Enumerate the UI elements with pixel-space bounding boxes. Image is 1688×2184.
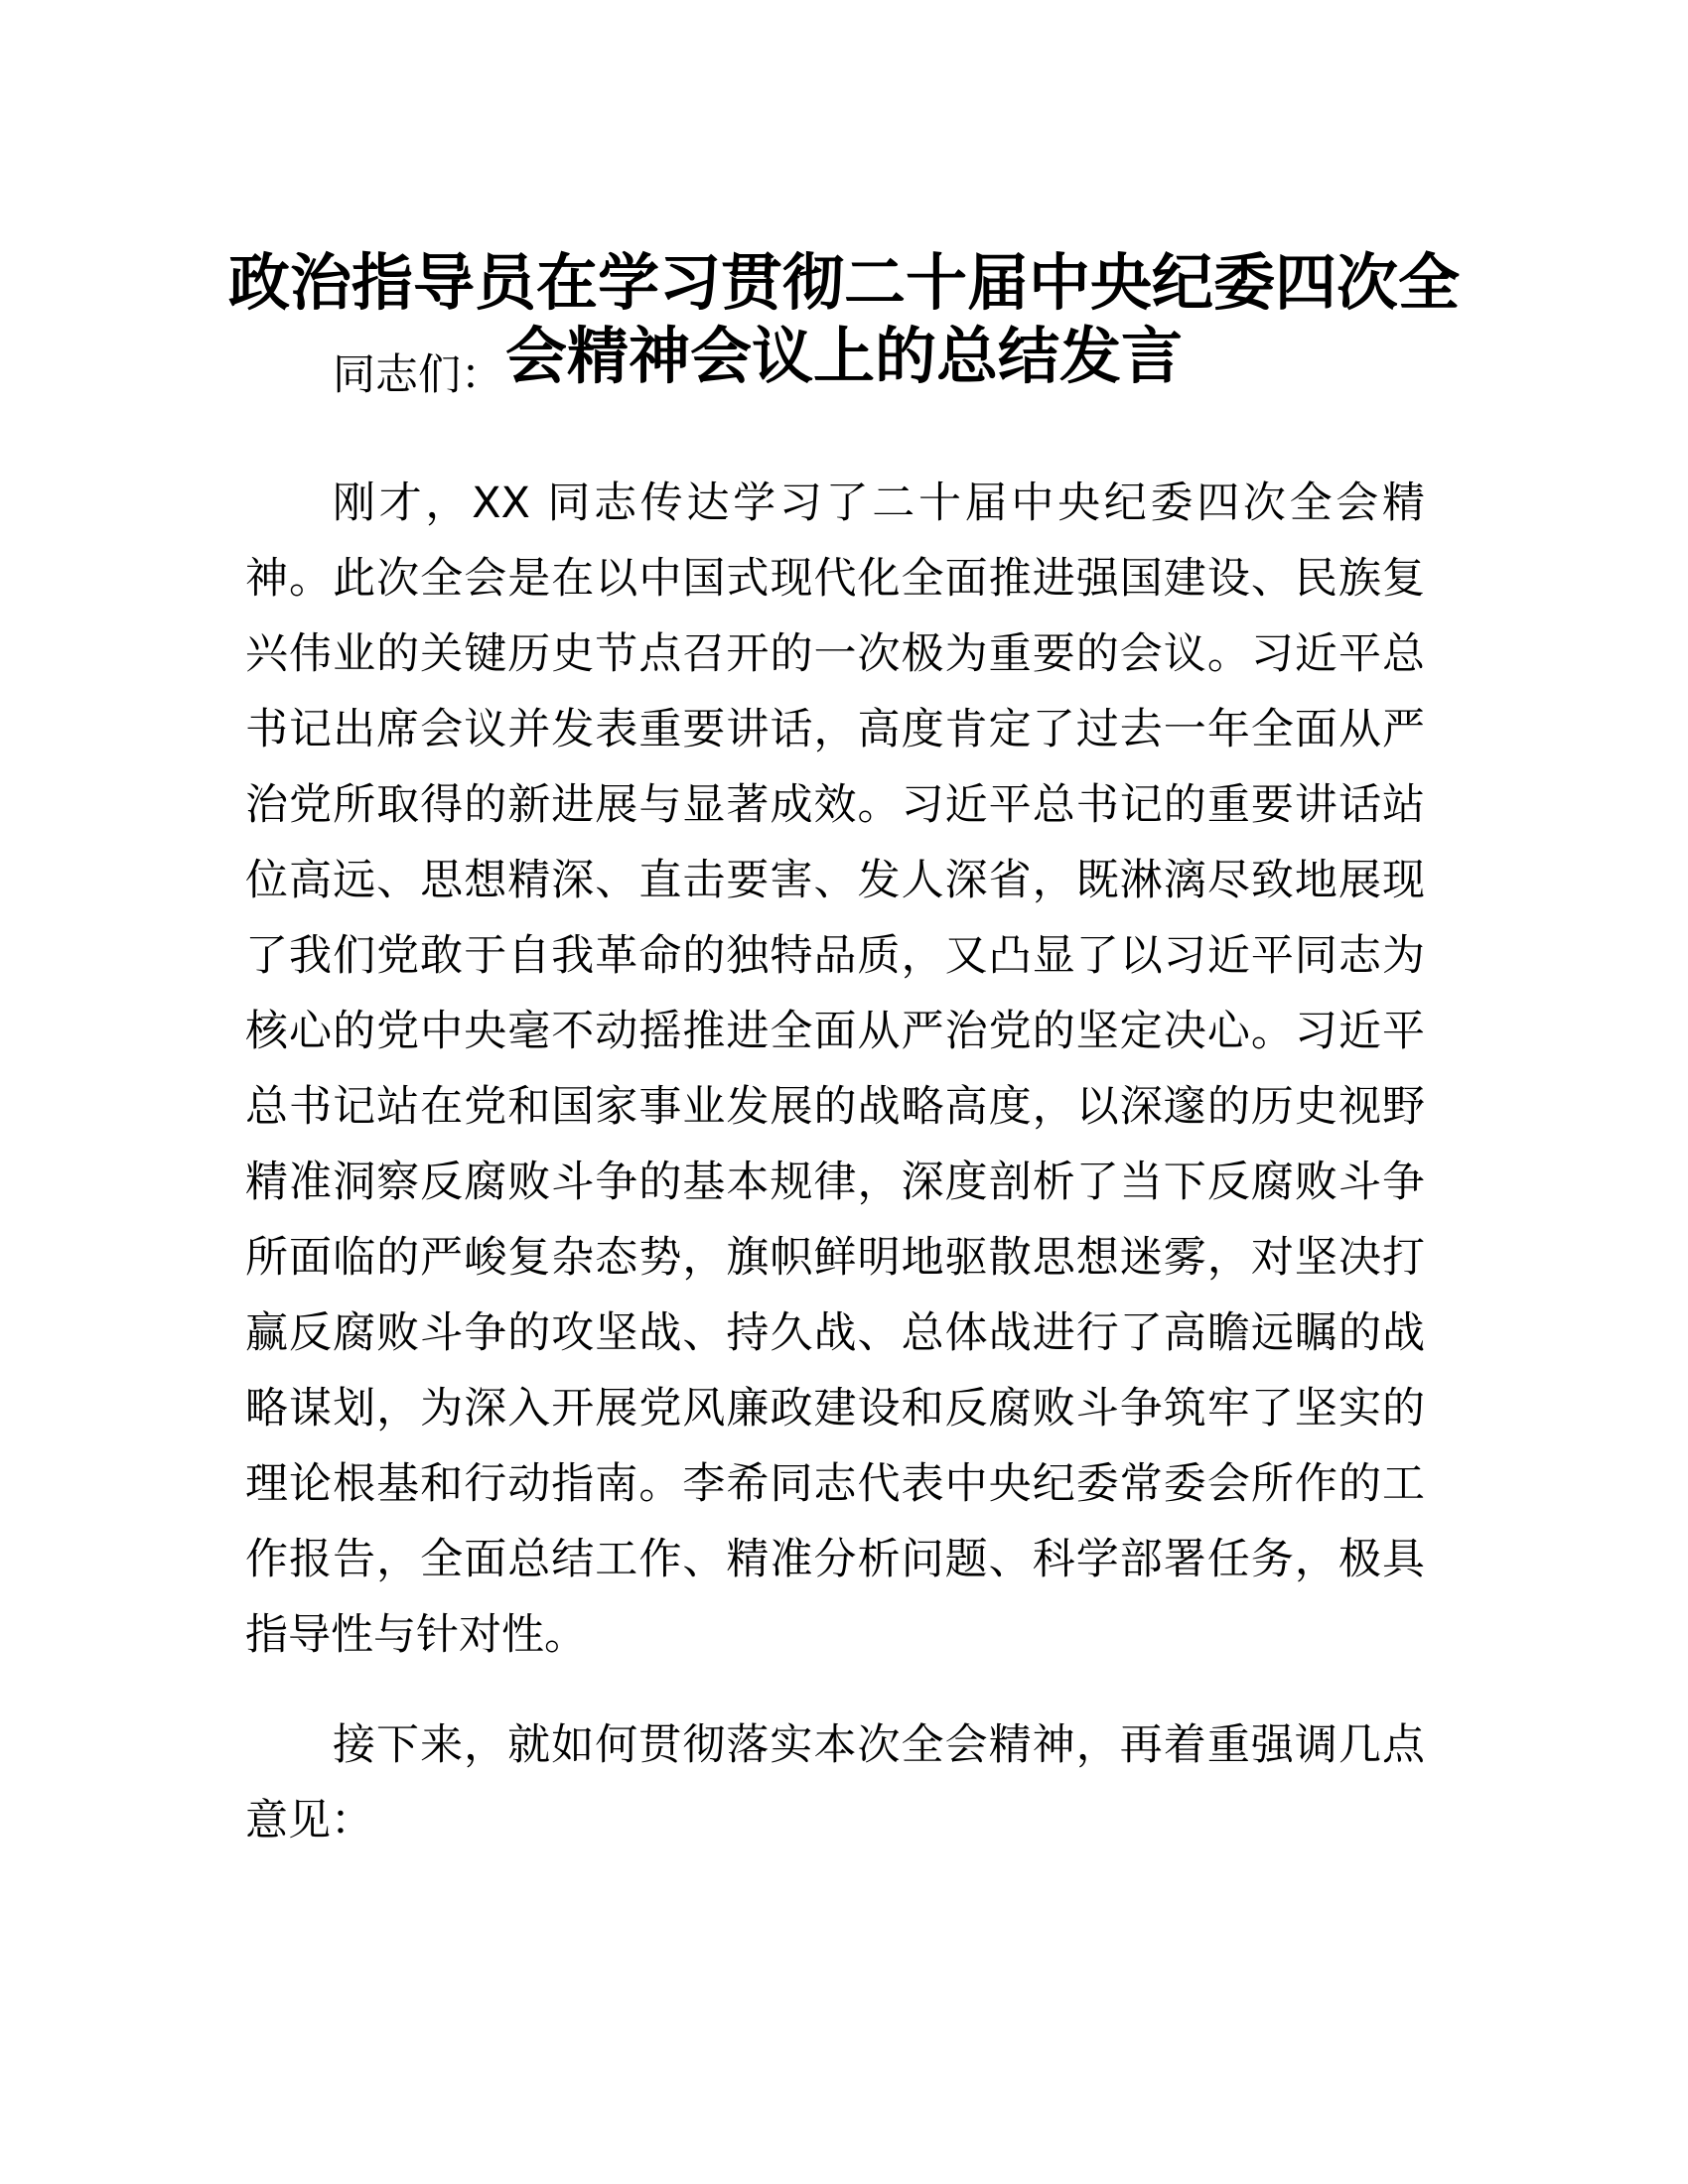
body-paragraph-1 [245, 466, 1425, 1673]
text-line: 所面临的严峻复杂态势，旗帜鲜明地驱散思想迷雾，对坚决打 [245, 1233, 1425, 1283]
text-line: 意见： [245, 1796, 373, 1845]
text-line: 指导性与针对性。 [245, 1610, 587, 1660]
text-line: 了我们党敢于自我革命的独特品质，又凸显了以习近平同志为 [245, 931, 1425, 981]
salutation-paragraph [245, 338, 1425, 413]
text-line: 同志们： [333, 350, 503, 400]
text-line: 接下来，就如何贯彻落实本次全会精神，再着重强调几点 [333, 1720, 1425, 1770]
text-line: 刚才，XX 同志传达学习了二十届中央纪委四次全会精 [333, 478, 1425, 528]
text-line: 治党所取得的新进展与显著成效。习近平总书记的重要讲话站 [245, 780, 1425, 830]
text-line: 核心的党中央毫不动摇推进全面从严治党的坚定决心。习近平 [245, 1007, 1425, 1056]
text-line: 总书记站在党和国家事业发展的战略高度，以深邃的历史视野 [245, 1082, 1425, 1132]
text-line: 位高远、思想精深、直击要害、发人深省，既淋漓尽致地展现 [245, 856, 1425, 905]
body-paragraph-2 [245, 1707, 1425, 1858]
document-title-line-2: 会精神会议上的总结发言 [504, 319, 1183, 392]
text-line: 理论根基和行动指南。李希同志代表中央纪委常委会所作的工 [245, 1459, 1425, 1509]
text-line: 神。此次全会是在以中国式现代化全面推进强国建设、民族复 [245, 554, 1425, 604]
text-line: 书记出席会议并发表重要讲话，高度肯定了过去一年全面从严 [245, 705, 1425, 754]
text-line: 作报告，全面总结工作、精准分析问题、科学部署任务，极具 [245, 1535, 1425, 1584]
text-line: 赢反腐败斗争的攻坚战、持久战、总体战进行了高瞻远瞩的战 [245, 1308, 1425, 1358]
text-line: 精准洞察反腐败斗争的基本规律，深度剖析了当下反腐败斗争 [245, 1158, 1425, 1207]
document-title-line-1: 政治指导员在学习贯彻二十届中央纪委四次全 [227, 245, 1460, 319]
text-line: 略谋划，为深入开展党风廉政建设和反腐败斗争筑牢了坚实的 [245, 1384, 1425, 1433]
text-line: 兴伟业的关键历史节点召开的一次极为重要的会议。习近平总 [245, 629, 1425, 679]
